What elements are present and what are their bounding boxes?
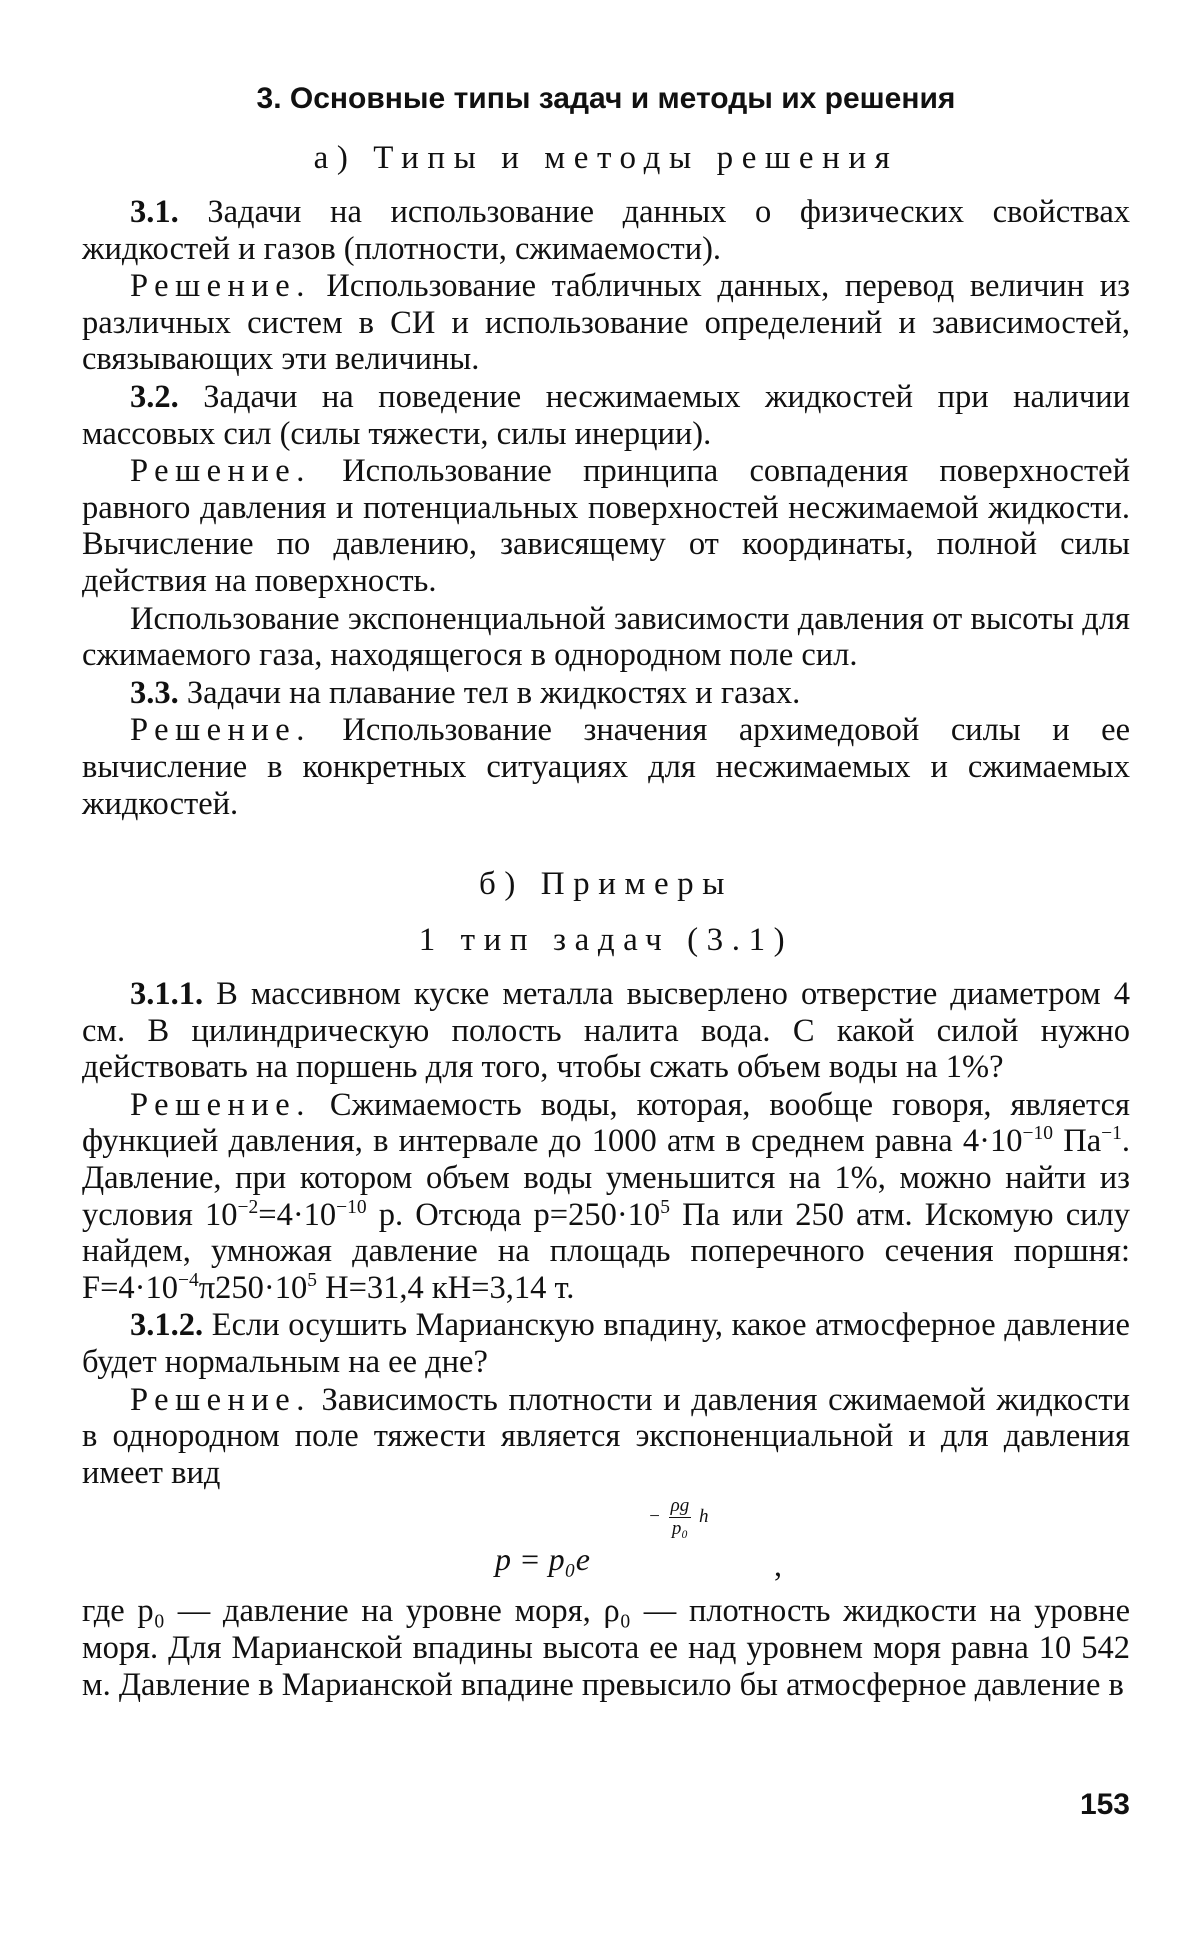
exponent: −10	[1022, 1123, 1054, 1145]
paragraph-3-1-2	[82, 1307, 1130, 1380]
solution-text: Па	[1053, 1123, 1102, 1160]
paragraph-3-2-extra: Использование экспоненциальной зависимости давления от высоты для сжимаемого газа, находящегося в однородном поле сил.	[82, 600, 1130, 674]
paragraph-after-formula: где p₀ — давление на уровне моря, ρ₀ — плотность жидкости на уровне моря. Для Марианской впадины высота ее над уровнем моря равна 10 542 м. Давление в Марианской впадине превысило бы атмосферное давление в	[82, 1593, 1130, 1703]
section-heading: 3. Основные типы задач и методы их решения	[256, 82, 956, 115]
solution-text: Зависимость плотности и давления сжимаемой жидкости в однородном поле тяжести является экспоненциальной и для давления имеет вид	[82, 1381, 1130, 1491]
solution-text: Па или 250 атм. Искомую силу найдем, умножая давление на площадь поперечного сечения поршня: F=4·10	[82, 1196, 1130, 1306]
exponent: −2	[237, 1196, 259, 1218]
formula-exponent	[648, 1495, 708, 1540]
solution-label: Решение.	[130, 268, 311, 305]
formula-denominator: p₀	[671, 1518, 688, 1540]
solution-label: Решение.	[130, 712, 311, 749]
formula-fraction	[669, 1495, 692, 1540]
solution-text: Н=31,4 кН=3,14 т.	[316, 1269, 575, 1306]
formula-numerator: ρg	[670, 1495, 690, 1517]
problem-number: 3.2.	[130, 378, 179, 415]
formula-comma: ,	[774, 1547, 782, 1584]
subheading-examples: б) Примеры	[478, 866, 734, 903]
solution-3-3	[82, 712, 1130, 822]
solution-label: Решение.	[130, 1381, 311, 1418]
formula-base: p = p₀e	[495, 1541, 590, 1578]
paragraph-text: Задачи на использование данных о физических свойствах жидкостей и газов (плотности, сжимаемости).	[82, 194, 1130, 267]
page-number: 153	[1079, 1788, 1130, 1821]
paragraph-text: Если осушить Марианскую впадину, какое атмосферное давление будет нормальным на ее дне?	[82, 1307, 1130, 1381]
solution-text: π250·10	[198, 1269, 308, 1306]
solution-3-2	[82, 453, 1130, 599]
paragraph-text: Задачи на поведение несжимаемых жидкостей при наличии массовых сил (силы тяжести, силы инерции).	[82, 378, 1130, 452]
exponent: −10	[336, 1196, 367, 1218]
problem-number: 3.1.1.	[130, 976, 204, 1013]
page-body	[82, 80, 1130, 1704]
subheading-problem-type: 1 тип задач (3.1)	[418, 922, 794, 959]
solution-text: Использование принципа совпадения поверхностей равного давления и потенциальных поверхностей несжимаемой жидкости. Вычисление по давлению, зависящему от координаты, полной силы действия на поверхность.	[82, 453, 1130, 599]
problem-number: 3.1.2.	[130, 1307, 204, 1344]
exponent: −4	[177, 1270, 199, 1292]
problem-number: 3.1.	[130, 194, 179, 230]
formula-height-variable: h	[698, 1506, 709, 1528]
paragraph-3-1-1	[82, 976, 1130, 1086]
subheading-types: а) Типы и методы решения	[313, 140, 899, 176]
paragraph-text: Задачи на плавание тел в жидкостях и газах.	[178, 674, 801, 711]
solution-label: Решение.	[130, 1086, 311, 1123]
formula-minus-sign: −	[648, 1506, 661, 1528]
solution-text: p. Отсюда p=250·10	[366, 1196, 661, 1233]
exponent: 5	[660, 1196, 670, 1218]
paragraph-3-2	[82, 379, 1130, 452]
paragraph-text: В массивном куске металла высверлено отверстие диаметром 4 см. В цилиндрическую полость налита вода. С какой силой нужно действовать на поршень для того, чтобы сжать объем воды на 1%?	[82, 976, 1130, 1086]
exponent: 5	[307, 1270, 317, 1292]
solution-text: =4·10	[258, 1196, 337, 1233]
solution-text: Сжимаемость воды, которая, вообще говоря, является функцией давления, в интервале до 1000 атм в среднем равна 4·10	[82, 1086, 1130, 1160]
solution-3-1	[82, 268, 1130, 378]
solution-3-1-1	[82, 1087, 1130, 1307]
solution-text: . Давление, при котором объем воды уменьшится на 1%, можно найти из условия 10	[82, 1123, 1130, 1233]
paragraph-3-1	[82, 194, 1130, 267]
problem-number: 3.3.	[130, 674, 179, 711]
solution-text: Использование значения архимедовой силы и ее вычисление в конкретных ситуациях для несжимаемых и сжимаемых жидкостей.	[82, 712, 1130, 822]
exponent: −1	[1101, 1123, 1122, 1145]
paragraph-3-3	[82, 675, 1130, 712]
solution-label: Решение.	[130, 453, 311, 490]
solution-text: Использование табличных данных, перевод величин из различных систем в СИ и использование определений и зависимостей, связывающих эти величины.	[82, 268, 1130, 378]
pressure-formula	[82, 1495, 1130, 1587]
solution-3-1-2	[82, 1382, 1130, 1492]
